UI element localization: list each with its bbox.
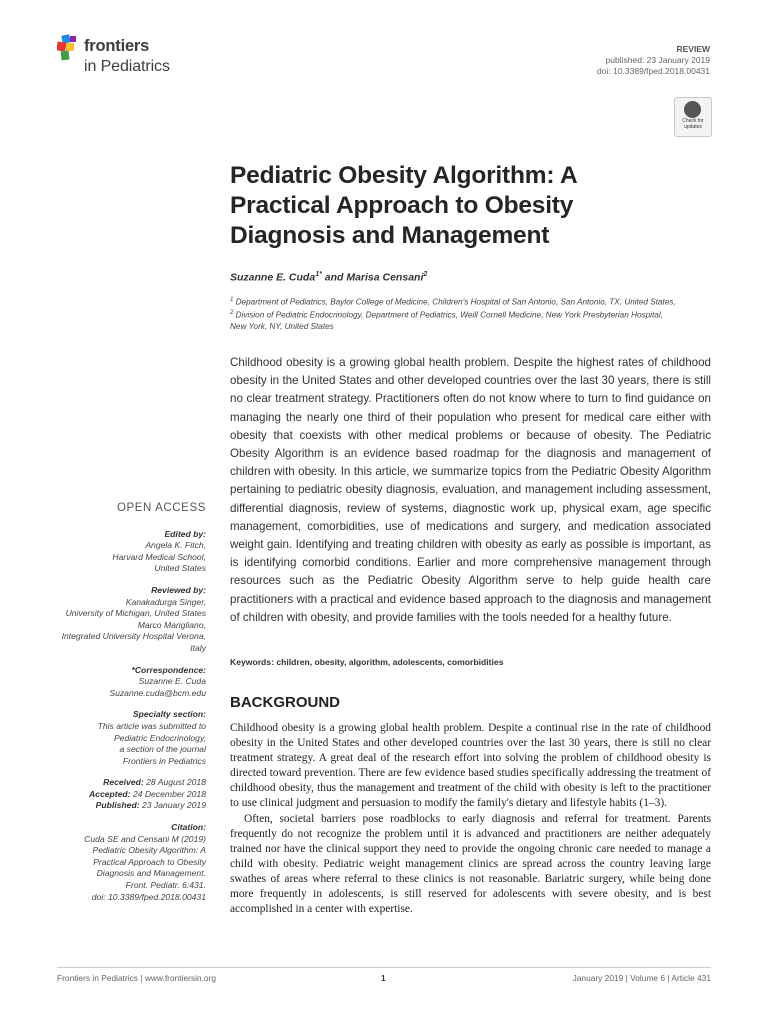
published-date-side bbox=[36, 800, 206, 812]
affiliation bbox=[230, 295, 715, 308]
citation-line: Pediatric Obesity Algorithm: A bbox=[92, 845, 206, 856]
affiliation-sup: 2 bbox=[230, 310, 234, 317]
article-type: REVIEW bbox=[676, 44, 710, 54]
accepted-date bbox=[36, 789, 206, 801]
received-date bbox=[36, 777, 206, 789]
keywords: Keywords: children, obesity, algorithm, adolescents, comorbidities bbox=[230, 657, 504, 667]
author-sup: 1* bbox=[315, 271, 322, 278]
correspondence-email[interactable]: Suzanne.cuda@bcm.edu bbox=[109, 687, 206, 698]
author-sup: 2 bbox=[423, 271, 428, 278]
correspondence-label: *Correspondence: bbox=[131, 664, 206, 675]
specialty-section bbox=[36, 709, 206, 767]
footer-issue-info: January 2019 | Volume 6 | Article 431 bbox=[572, 973, 711, 983]
article-title bbox=[230, 161, 700, 251]
body-paragraph: Often, societal barriers pose roadblocks to early diagnosis and referral for treatment. Parents frequently do not recognize the problem until it is advanced and practitioners are neither adequately trained nor have the clinical support they need to provide the ongoing chronic care needed to manage a child with obesity. Pediatric weight management clinics are spread across the country leaving large swathes of areas where referral to these clinics is not reasonable. Bariatric surgery, while being done more frequently in adolescents, is still reserved for adolescents with severe obesity, and is best accomplished in a center with expertise. bbox=[230, 812, 711, 916]
page-number: 1 bbox=[381, 973, 386, 983]
authors bbox=[230, 271, 427, 284]
specialty-line: Pediatric Endocrinology, bbox=[113, 732, 206, 743]
citation-section bbox=[36, 822, 206, 903]
accepted-value: 24 December 2018 bbox=[130, 788, 206, 799]
affiliation bbox=[230, 308, 715, 321]
authors-and: and bbox=[321, 271, 347, 284]
journal-logo[interactable] bbox=[57, 33, 197, 79]
citation-line: Front. Pediatr. 6:431. bbox=[125, 880, 206, 891]
editor-line: United States bbox=[154, 563, 206, 574]
title-line: Pediatric Obesity Algorithm: A bbox=[230, 162, 578, 189]
citation-line: Diagnosis and Management. bbox=[96, 868, 206, 879]
citation-doi[interactable]: doi: 10.3389/fped.2018.00431 bbox=[91, 891, 206, 902]
edited-by-label: Edited by: bbox=[164, 528, 206, 539]
abstract: Childhood obesity is a growing global health problem. Despite the highest rates of childhood obesity in the United States and other developed countries over the last 30 years, there is still no clear treatment strategy. Practitioners often do not know where to turn to find guidance on managing the nearly one third of their population who present for medical care either with obesity that coexists with other medical problems or because of obesity. The Pediatric Obesity Algorithm is an evidence based roadmap for the diagnosis and management of children with obesity. In this article, we summarize topics from the Pediatric Obesity Algorithm pertaining to pediatric obesity diagnosis, evaluation, and management including assessment, differential diagnosis, review of systems, diagnostic work up, physical exam, age specific management, comorbidities, use of medications and surgery, and medication associated weight gain. Identifying and treating children with obesity as early as possible is important, as is identifying comorbid conditions. Earlier and more comprehensive management through resources such as the Pediatric Obesity Algorithm serve to help guide health care practitioners with a practical and evidence based approach to the diagnosis and management of children with obesity, and provide families with the tools needed for a healthy future. bbox=[230, 356, 711, 624]
received-label: Received: bbox=[103, 777, 144, 788]
edited-by-section bbox=[36, 529, 206, 575]
affiliation-text: Division of Pediatric Endocrinology, Department of Pediatrics, Weill Cornell Medicine, New York Presbyterian Hospital, bbox=[233, 310, 663, 320]
logo-line2: in Pediatrics bbox=[84, 58, 170, 75]
received-value: 28 August 2018 bbox=[143, 777, 206, 788]
body-text bbox=[230, 721, 711, 917]
citation-line: Cuda SE and Censani M (2019) bbox=[84, 833, 206, 844]
affiliation-text: New York, NY, United States bbox=[230, 322, 334, 332]
check-for-updates-button[interactable] bbox=[674, 97, 712, 137]
citation-line: Practical Approach to Obesity bbox=[93, 856, 206, 867]
check-line2: updates bbox=[684, 124, 702, 130]
reviewer-line: Italy bbox=[190, 642, 206, 653]
article-meta bbox=[597, 44, 710, 77]
footer-divider bbox=[57, 967, 711, 968]
specialty-line: Frontiers in Pediatrics bbox=[122, 755, 206, 766]
title-line: Practical Approach to Obesity bbox=[230, 192, 574, 219]
check-line1: Check for bbox=[682, 118, 704, 124]
author-link[interactable]: Marisa Censani bbox=[346, 271, 424, 284]
specialty-label: Specialty section: bbox=[132, 709, 206, 720]
affiliation-sup: 1 bbox=[230, 297, 234, 303]
author-link[interactable]: Suzanne E. Cuda bbox=[230, 271, 316, 284]
reviewer-line: Integrated University Hospital Verona, bbox=[61, 631, 206, 642]
editor-line: Harvard Medical School, bbox=[112, 551, 206, 562]
affiliations bbox=[230, 295, 715, 333]
published-date: published: 23 January 2019 bbox=[605, 55, 710, 65]
specialty-line: This article was submitted to bbox=[97, 720, 206, 731]
frontiers-logo-icon bbox=[57, 33, 81, 63]
body-paragraph: Childhood obesity is a growing global health problem. Despite a continual rise in the rate of childhood obesity in the United States and other developed countries over the last 30 years, there is still no clear treatment strategy. A great deal of the research effort into solving the problem of childhood obesity is directed toward prevention. There are few evidence based studies specifically addressing the treatment of childhood obesity, thus the management and treatment of the child with obesity is left to the practitioner to use clinical judgment and persuasion to modify the family's dietary and lifestyle habits (1–3). bbox=[230, 722, 711, 810]
open-access-label: OPEN ACCESS bbox=[116, 502, 206, 514]
specialty-line: a section of the journal bbox=[119, 744, 206, 755]
affiliation-text: Department of Pediatrics, Baylor College of Medicine, Children's Hospital of San Antonio, San Antonio, TX, United States, bbox=[233, 297, 676, 307]
section-heading: BACKGROUND bbox=[230, 694, 340, 711]
published-value: 23 January 2019 bbox=[139, 800, 206, 811]
correspondence-section bbox=[36, 665, 206, 700]
title-line: Diagnosis and Management bbox=[230, 222, 550, 249]
logo-line1: frontiers bbox=[84, 37, 150, 55]
published-label: Published: bbox=[95, 800, 140, 811]
reviewer-line[interactable]: Kanakadurga Singer, bbox=[125, 596, 206, 607]
reviewer-line: University of Michigan, United States bbox=[65, 608, 206, 619]
editor-line[interactable]: Angela K. Fitch, bbox=[145, 540, 206, 551]
reviewed-by-section bbox=[36, 585, 206, 655]
footer-journal-link[interactable]: Frontiers in Pediatrics | www.frontiersin.org bbox=[57, 973, 217, 983]
dates-section bbox=[36, 777, 206, 812]
doi-link[interactable]: doi: 10.3389/fped.2018.00431 bbox=[597, 66, 710, 76]
correspondence-name: Suzanne E. Cuda bbox=[138, 676, 206, 687]
check-for-updates-icon bbox=[684, 101, 701, 118]
reviewer-line[interactable]: Marco Marigliano, bbox=[137, 619, 206, 630]
article-info-sidebar bbox=[36, 503, 206, 913]
accepted-label: Accepted: bbox=[88, 788, 131, 799]
reviewed-by-label: Reviewed by: bbox=[151, 584, 206, 595]
affiliation bbox=[230, 321, 715, 333]
citation-label: Citation: bbox=[171, 822, 206, 833]
